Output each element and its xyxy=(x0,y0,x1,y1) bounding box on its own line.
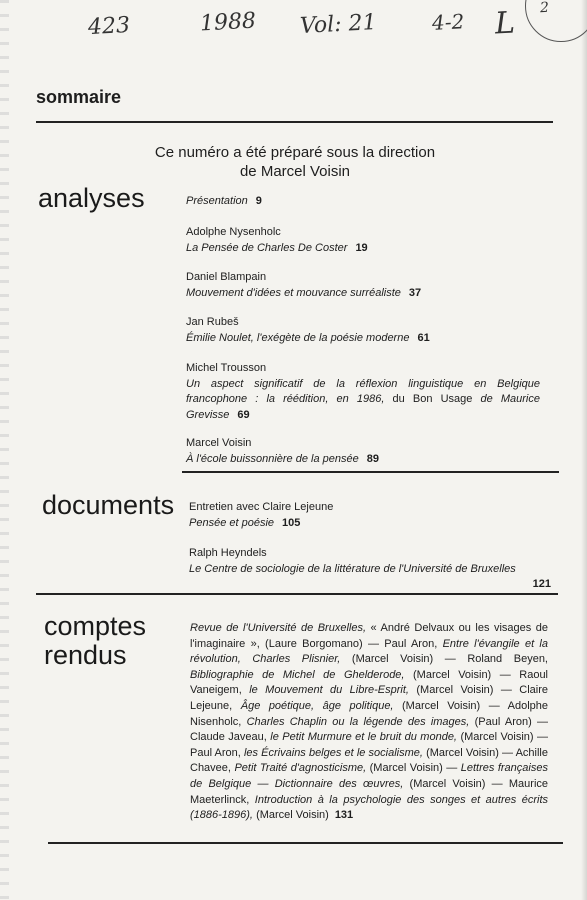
review-text: (Marcel Voisin) — Achille Chavee, xyxy=(190,746,548,775)
entry-author: Jan Rubeš xyxy=(186,316,239,328)
review-title: Revue de l'Université de Bruxelles, xyxy=(190,622,367,634)
section-title-line: rendus xyxy=(44,640,127,670)
entry-author: Michel Trousson xyxy=(186,362,267,374)
review-text: (Paul Aron) — Claude Javeau, xyxy=(190,715,548,744)
handwritten-corner-mark xyxy=(525,0,587,42)
section-title-comptes-rendus xyxy=(44,612,146,670)
intro-text xyxy=(120,143,470,181)
divider xyxy=(36,121,553,123)
review-text: (Marcel Voisin) — Adolphe Nisenholc, xyxy=(190,699,548,728)
entry-title: Émilie Noulet, l'exégète de la poésie moderne xyxy=(186,331,410,344)
binding-holes xyxy=(0,0,9,900)
intro-line: de Marcel Voisin xyxy=(239,163,351,180)
review-title: Introduction à la psychologie des songes et autres écrits (1886-1896), xyxy=(190,793,548,822)
entry-page: 61 xyxy=(417,331,430,344)
toc-entry xyxy=(186,361,540,423)
review-text: (Marcel Voisin) — Maurice Maeterlinck, xyxy=(190,777,549,806)
handwritten-note: 423 xyxy=(87,12,131,41)
entry-page: 89 xyxy=(366,452,379,465)
entry-title-plain: du xyxy=(392,393,405,405)
section-title-documents: documents xyxy=(42,490,175,520)
entry-title: Présentation xyxy=(186,195,248,207)
review-text: (Marcel Voisin) — Roland Beyen, xyxy=(351,653,548,666)
entry-title-plain: Bon Usage xyxy=(412,393,473,405)
intro-line: Ce numéro a été préparé sous la direction xyxy=(154,144,436,161)
review-text: (Marcel Voisin) — Paul Aron, xyxy=(190,731,549,759)
review-text: (Marcel Voisin) — Claire Lejeune, xyxy=(190,684,548,712)
entry-page: 69 xyxy=(237,408,250,421)
review-text: (Marcel Voisin) — xyxy=(369,762,458,775)
toc-entry xyxy=(186,315,540,346)
review-title: Entre l'évangile et la révolution, Charles Plisnier, xyxy=(190,637,548,666)
handwritten-note: 1988 xyxy=(199,8,257,37)
page-edge-shadow xyxy=(581,0,587,900)
review-title: Bibliographie de Michel de Ghelderode, xyxy=(190,668,405,681)
entry-author: Entretien avec Claire Lejeune xyxy=(189,501,334,513)
section-title-analyses: analyses xyxy=(38,183,145,213)
toc-entry xyxy=(186,270,540,301)
divider xyxy=(48,842,563,844)
toc-entry xyxy=(189,546,551,593)
entry-page: 105 xyxy=(282,516,301,529)
review-text: (Marcel Voisin) — Raoul Vaneigem, xyxy=(190,668,549,697)
divider xyxy=(182,471,559,473)
handwritten-note: Vol: 21 xyxy=(299,10,378,39)
page-title: sommaire xyxy=(36,87,122,107)
entry-title: Le Centre de sociologie de la littérature de l'Université de Bruxelles xyxy=(189,562,516,575)
handwritten-note: L xyxy=(494,5,516,42)
entry-page: 19 xyxy=(355,241,368,254)
toc-entry xyxy=(186,225,540,256)
entry-author: Ralph Heyndels xyxy=(189,547,267,559)
entry-author: Daniel Blampain xyxy=(186,271,267,283)
review-title: le Mouvement du Libre-Esprit, xyxy=(249,684,409,697)
review-title: Âge poétique, âge politique, xyxy=(240,699,394,712)
entry-title: À l'école buissonnière de la pensée xyxy=(186,452,359,465)
entry-author: Marcel Voisin xyxy=(186,437,252,449)
review-title: Lettres françaises de Belgique — Dictionnaire des œuvres, xyxy=(190,762,548,790)
entry-page: 37 xyxy=(408,286,422,299)
review-title: le Petit Murmure et le bruit du monde, xyxy=(270,731,457,744)
toc-entry xyxy=(186,194,540,210)
review-title: Petit Traité d'agnosticisme, xyxy=(234,762,367,775)
entry-page: 121 xyxy=(532,578,551,590)
divider xyxy=(36,593,558,595)
toc-entry xyxy=(189,500,543,531)
entry-title: Mouvement d'idées et mouvance surréaliste xyxy=(186,286,401,299)
entry-title: Un aspect significatif de la réflexion linguistique en Belgique francophone : la réédition, en 1986, xyxy=(186,377,540,405)
review-title: les Écrivains belges et le socialisme, xyxy=(243,746,423,759)
handwritten-note: 4-2 xyxy=(431,9,465,35)
entry-title: de Maurice Grevisse xyxy=(186,393,540,421)
review-title: Charles Chaplin ou la légende des images, xyxy=(246,715,470,728)
entry-title: Pensée et poésie xyxy=(189,516,275,529)
review-text: « André Delvaux ou les visages de l'imaginaire », (Laure Borgomano) — Paul Aron, xyxy=(190,622,548,650)
entry-page: 131 xyxy=(334,809,354,822)
entry-author: Adolphe Nysenholc xyxy=(186,226,281,238)
toc-entry xyxy=(186,436,540,467)
reviews-paragraph xyxy=(190,621,548,824)
handwritten-note: 2 xyxy=(539,0,550,17)
review-text: (Marcel Voisin) xyxy=(256,809,329,822)
section-title-line: comptes xyxy=(44,611,147,641)
entry-page: 9 xyxy=(255,195,262,207)
entry-title: La Pensée de Charles De Coster xyxy=(186,241,348,254)
